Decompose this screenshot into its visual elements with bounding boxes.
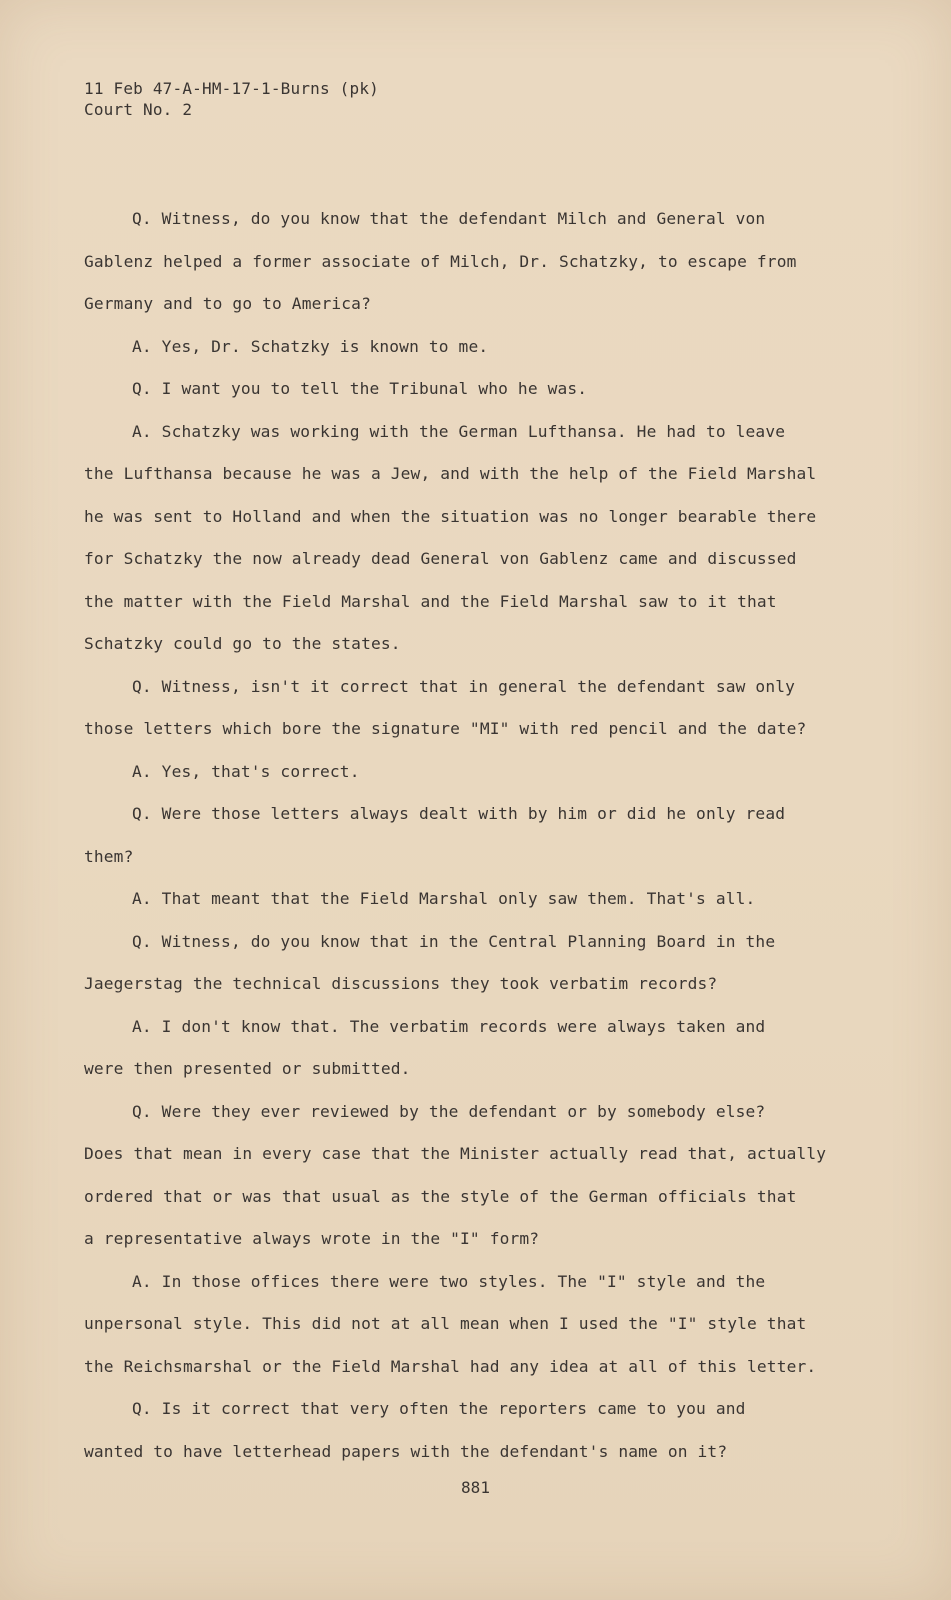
transcript-body xyxy=(84,198,864,1473)
transcript-line: A. That meant that the Field Marshal only saw them. That's all. xyxy=(132,889,756,908)
document-header xyxy=(84,78,379,120)
transcript-line: A. In those offices there were two styles. The "I" style and the xyxy=(132,1271,766,1291)
transcript-line: for Schatzky the now already dead General von Gablenz came and discussed xyxy=(84,549,797,568)
transcript-line: those letters which bore the signature "MI" with red pencil and the date? xyxy=(84,719,807,738)
transcript-line: A. I don't know that. The verbatim records were always taken and xyxy=(132,1016,766,1036)
transcript-line: a representative always wrote in the "I" form? xyxy=(84,1229,540,1248)
transcript-line: the Lufthansa because he was a Jew, and with the help of the Field Marshal xyxy=(84,464,817,483)
transcript-line: unpersonal style. This did not at all mean when I used the "I" style that xyxy=(84,1314,807,1333)
transcript-line: Q. Were they ever reviewed by the defendant or by somebody else? xyxy=(132,1101,766,1121)
transcript-line: Jaegerstag the technical discussions they took verbatim records? xyxy=(84,974,718,993)
transcript-line: Q. Witness, isn't it correct that in general the defendant saw only xyxy=(132,676,796,696)
transcript-line: he was sent to Holland and when the situation was no longer bearable there xyxy=(84,506,817,526)
transcript-line: A. Yes, that's correct. xyxy=(132,761,360,781)
transcript-line: the matter with the Field Marshal and the Field Marshal saw to it that xyxy=(84,591,777,611)
transcript-line: Does that mean in every case that the Minister actually read that, actually xyxy=(84,1144,827,1163)
transcript-line: A. Yes, Dr. Schatzky is known to me. xyxy=(132,336,489,356)
transcript-line: the Reichsmarshal or the Field Marshal had any idea at all of this letter. xyxy=(84,1356,817,1376)
transcript-line: A. Schatzky was working with the German Lufthansa. He had to leave xyxy=(132,421,786,441)
transcript-line: Q. I want you to tell the Tribunal who he was. xyxy=(132,379,588,398)
transcript-line: were then presented or submitted. xyxy=(84,1059,411,1078)
transcript-line: Q. Is it correct that very often the reporters came to you and xyxy=(132,1399,746,1418)
transcript-line: Q. Were those letters always dealt with by him or did he only read xyxy=(132,804,786,823)
transcript-line: Gablenz helped a former associate of Milch, Dr. Schatzky, to escape from xyxy=(84,251,797,271)
header-reference: 11 Feb 47-A-HM-17-1-Burns (pk) xyxy=(84,79,379,98)
header-court: Court No. 2 xyxy=(84,100,193,119)
transcript-line: Q. Witness, do you know that in the Central Planning Board in the xyxy=(132,931,776,951)
transcript-line: Germany and to go to America? xyxy=(84,294,371,313)
transcript-line: Q. Witness, do you know that the defendant Milch and General von xyxy=(132,209,766,228)
transcript-line: them? xyxy=(84,846,134,866)
page-number: 881 xyxy=(461,1478,490,1497)
transcript-line: Schatzky could go to the states. xyxy=(84,634,401,653)
transcript-line: wanted to have letterhead papers with the defendant's name on it? xyxy=(84,1441,728,1461)
transcript-line: ordered that or was that usual as the style of the German officials that xyxy=(84,1186,797,1206)
